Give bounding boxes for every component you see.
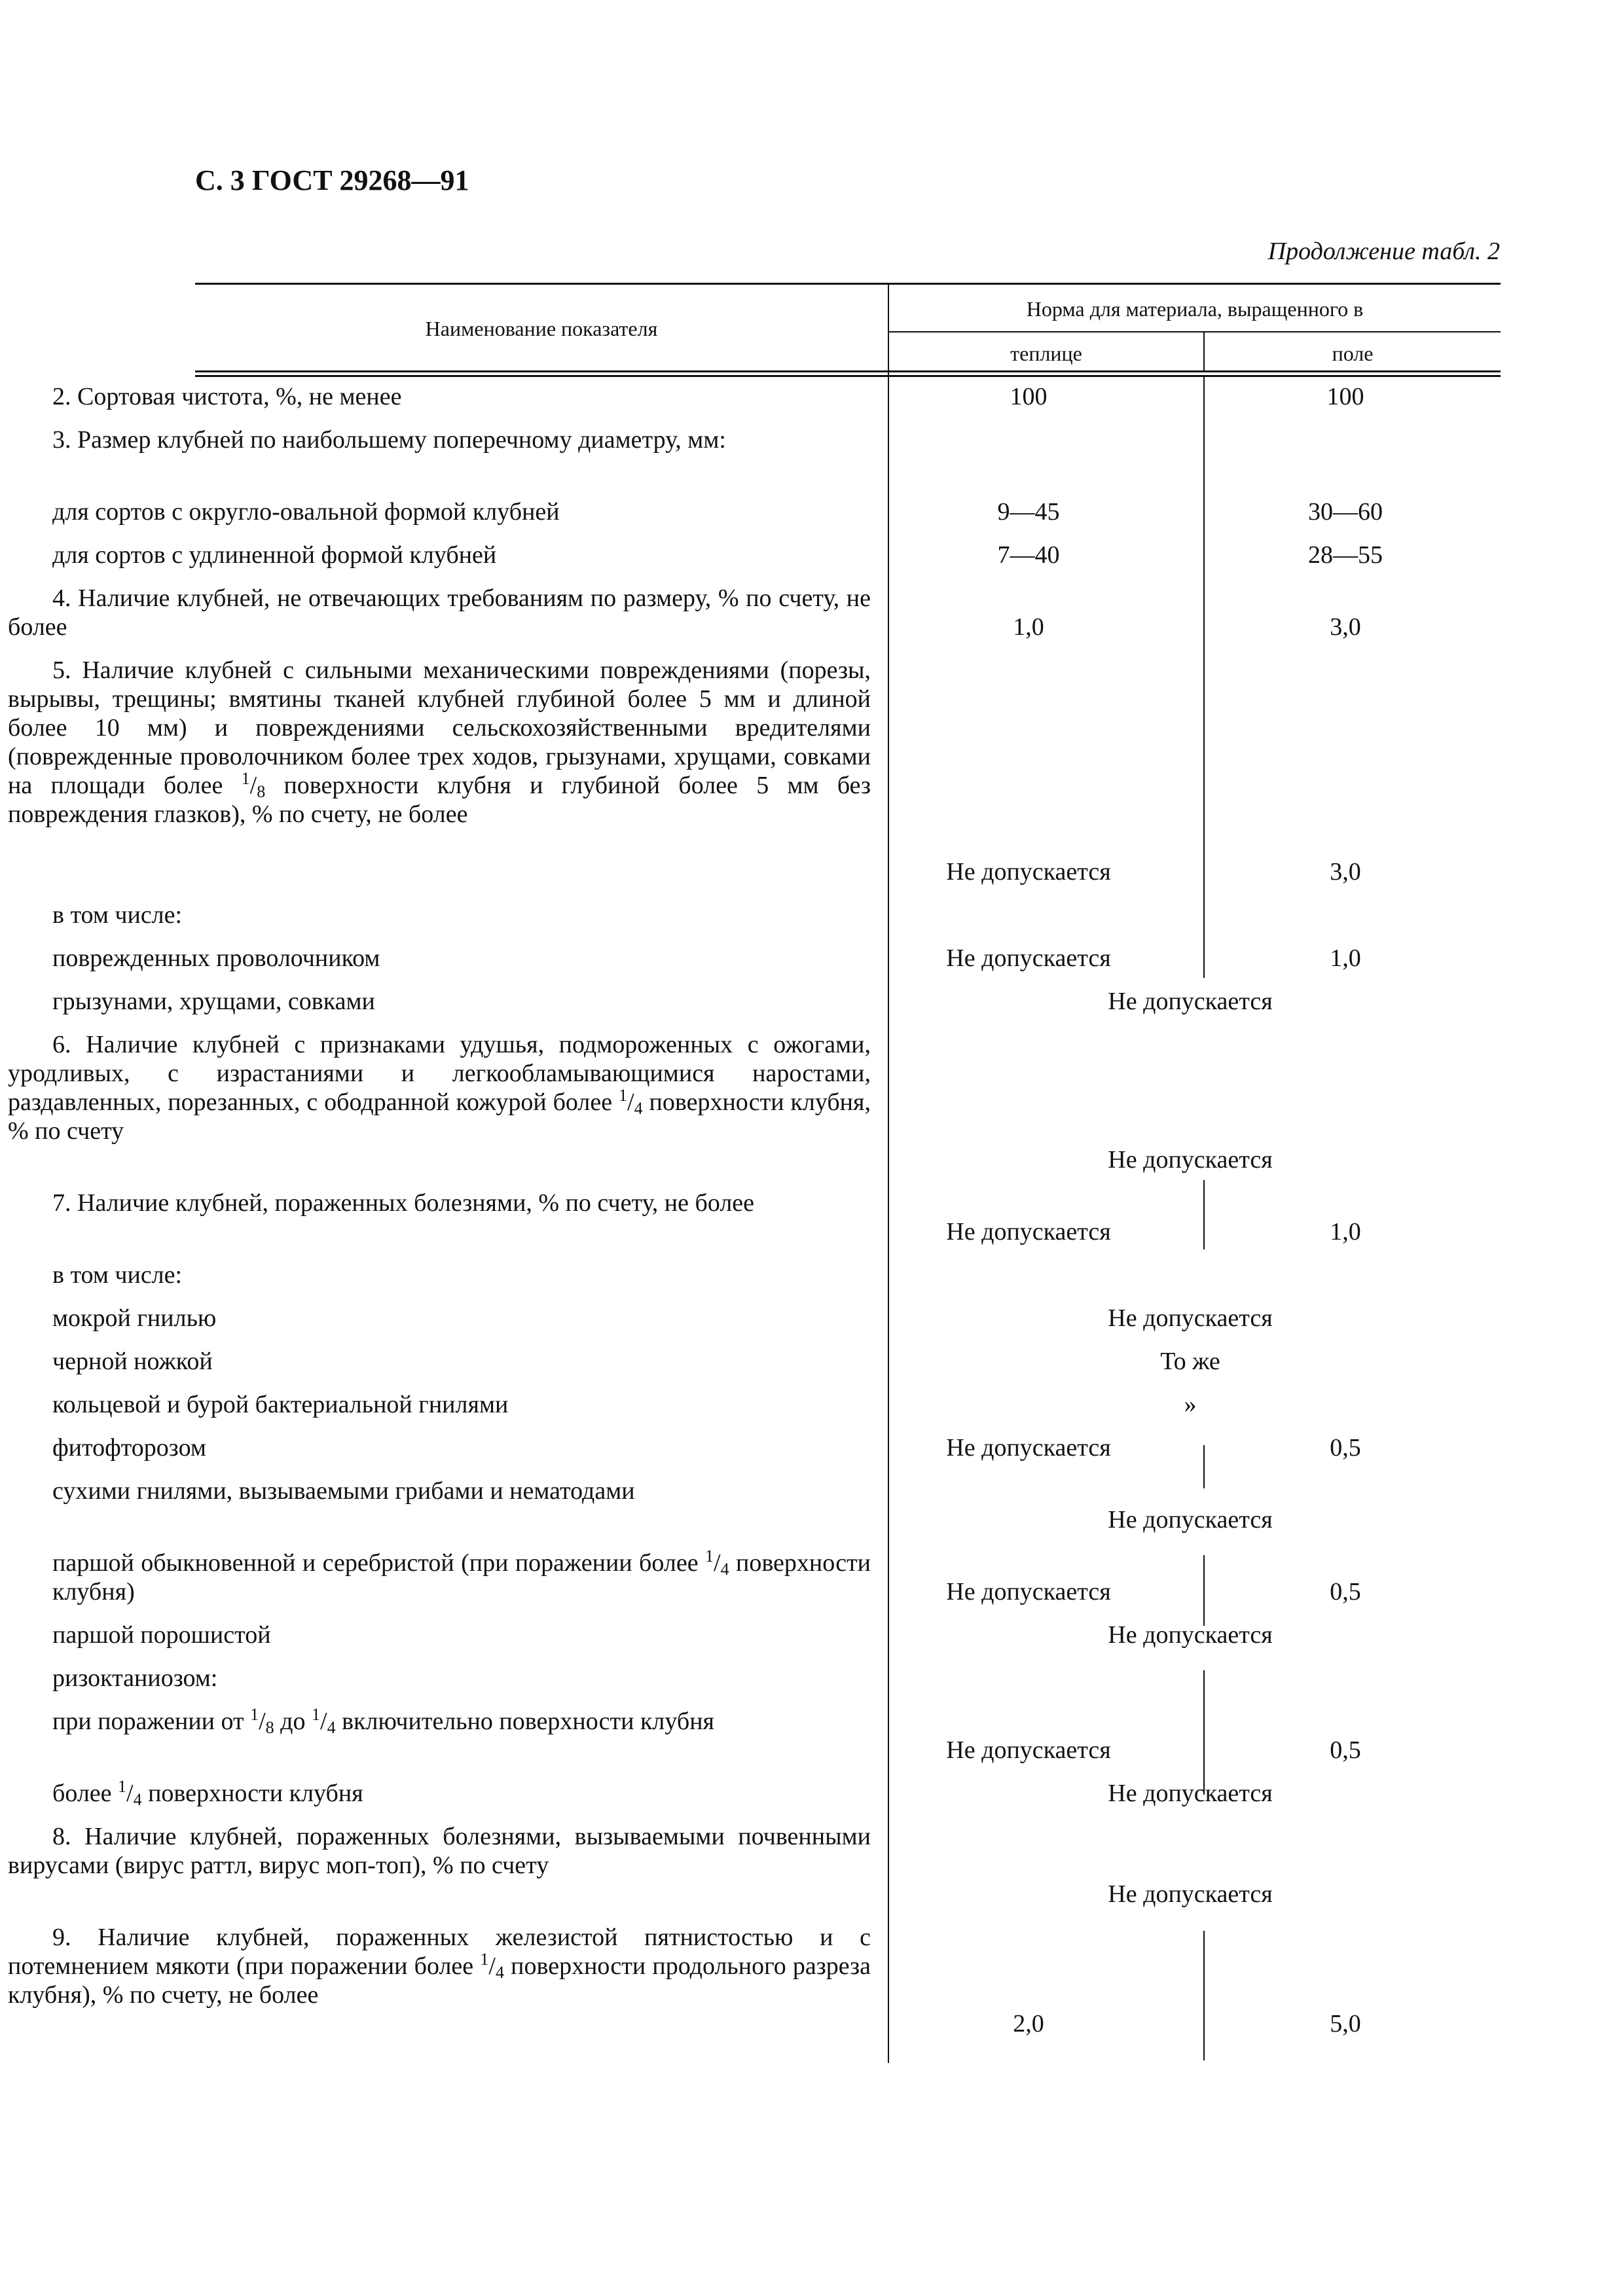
row-5-text-end: поверхности клубня и глубиной более 5 мм без повреждения глазков), % по счету, не более [8, 772, 871, 828]
row-5b-name: грызунами, хрущами, совками [52, 988, 375, 1015]
header-bottom-rule-2 [195, 375, 1501, 377]
row-7i-field: 0,5 [1330, 1736, 1361, 1764]
fraction-numerator: 1 [619, 1086, 628, 1105]
row-7b-both: То же [1160, 1348, 1220, 1375]
row-7-field: 1,0 [1330, 1218, 1361, 1246]
header-bottom-rule [195, 370, 1501, 372]
fraction-numerator: 1 [241, 769, 250, 788]
row-5a-field: 1,0 [1330, 944, 1361, 972]
row-5-greenhouse: Не допускается [946, 858, 1111, 886]
column-header-greenhouse: теплице [1010, 342, 1082, 365]
row-6-name: 6. Наличие клубней с признаками удушья, подмороженных с ожогами, уродливых, с израстаниями и легкообламывающимися наростами, раздавленных, порезанных, с ободранной кожурой более $^1/_4$ поверхности клубня, % по счету [8, 1031, 871, 1145]
fraction-denominator: 4 [133, 1790, 142, 1809]
row-7-greenhouse: Не допускается [946, 1218, 1111, 1246]
row-3b-greenhouse: 7—40 [997, 541, 1060, 569]
row-3b-field: 28—55 [1308, 541, 1383, 569]
fraction-numerator: 1 [705, 1547, 714, 1566]
page-header: С. 3 ГОСТ 29268—91 [195, 164, 469, 196]
value-separator-1 [1203, 377, 1205, 978]
row-7i-text: при поражении от [52, 1708, 244, 1735]
row-5-field: 3,0 [1330, 858, 1361, 886]
column-header-field: поле [1332, 342, 1374, 365]
row-4-text: 4. Наличие клубней, не отвечающих требованиям по размеру, % по счету, не более [8, 584, 871, 641]
row-7f-name: паршой обыкновенной и серебристой (при поражении более $^1/_4$ поверхности клубня) [52, 1547, 871, 1605]
row-7i-name: при поражении от $^1/_8$ до $^1/_4$ включительно поверхности клубня [52, 1705, 715, 1737]
row-4-greenhouse: 1,0 [1013, 613, 1044, 641]
row-7c-both: » [1184, 1391, 1197, 1418]
row-9-text: 9. Наличие клубней, пораженных железистой пятнистостью и с потемнением мякоти (при поражении более [8, 1924, 871, 1980]
column-header-indicator: Наименование показателя [425, 317, 658, 340]
row-5b-both: Не допускается [1108, 988, 1273, 1015]
fraction-numerator: 1 [480, 1950, 489, 1969]
subheader-rule [888, 331, 1501, 332]
row-7e-name: сухими гнилями, вызываемыми грибами и нематодами [52, 1477, 635, 1505]
row-7i-text-mid: до [280, 1708, 306, 1735]
row-6-text-end: поверхности клубня, % по счету [8, 1088, 871, 1145]
row-7h-name: ризоктаниозом: [52, 1664, 218, 1692]
row-8-name [8, 1822, 871, 1880]
fraction-numerator: 1 [250, 1705, 259, 1724]
row-7-text: 7. Наличие клубней, пораженных болезнями, % по счету, не более [52, 1189, 755, 1217]
row-2-field: 100 [1326, 383, 1364, 410]
row-7d-greenhouse: Не допускается [946, 1434, 1111, 1462]
row-2-name: 2. Сортовая чистота, %, не менее [52, 383, 402, 410]
fraction-denominator: 4 [720, 1560, 729, 1579]
fraction-denominator: 8 [265, 1718, 274, 1737]
fraction-denominator: 4 [495, 1963, 504, 1982]
row-8-both: Не допускается [1108, 1880, 1273, 1908]
value-separator-5 [1203, 1670, 1205, 1795]
row-7d-name: фитофторозом [52, 1434, 206, 1462]
row-7-name [8, 1189, 871, 1217]
table-continuation-label: Продолжение табл. 2 [1267, 238, 1500, 265]
row-6-text: 6. Наличие клубней с признаками удушья, подмороженных с ожогами, уродливых, с израстаниями и легкообламывающимися наростами, раздавленных, порезанных, с ободранной кожурой более [8, 1031, 871, 1116]
row-4-name [8, 584, 871, 641]
row-7f-field: 0,5 [1330, 1578, 1361, 1605]
row-9-text-end: поверхности продольного разреза клубня), % по счету, не более [8, 1952, 871, 2009]
row-2-greenhouse: 100 [1010, 383, 1048, 410]
table-top-rule [195, 283, 1501, 285]
value-separator-6 [1203, 1931, 1205, 2060]
row-3a-greenhouse: 9—45 [997, 498, 1060, 526]
row-3a-name: для сортов с округло-овальной формой клубней [52, 498, 560, 526]
fraction-numerator: 1 [312, 1705, 321, 1724]
row-7j-text: более [52, 1780, 112, 1807]
row-7j-name: более $^1/_4$ поверхности клубня [52, 1777, 363, 1809]
row-5a-greenhouse: Не допускается [946, 944, 1111, 972]
fraction-denominator: 4 [634, 1099, 643, 1118]
row-7e-both: Не допускается [1108, 1506, 1273, 1534]
row-4-field: 3,0 [1330, 613, 1361, 641]
row-7a-both: Не допускается [1108, 1304, 1273, 1332]
row-7f-text: паршой обыкновенной и серебристой (при поражении более [52, 1549, 699, 1577]
row-7-subheading: в том числе: [52, 1261, 183, 1289]
row-9-field: 5,0 [1330, 2010, 1361, 2037]
fraction-denominator: 4 [327, 1718, 336, 1737]
row-7i-greenhouse: Не допускается [946, 1736, 1111, 1764]
row-3a-field: 30—60 [1308, 498, 1383, 526]
row-3-text: 3. Размер клубней по наибольшему поперечному диаметру, мм: [52, 426, 726, 454]
row-5a-name: поврежденных проволочником [52, 944, 380, 972]
fraction-numerator: 1 [118, 1777, 127, 1796]
row-9-name: 9. Наличие клубней, пораженных железистой пятнистостью и с потемнением мякоти (при поражении более $^1/_4$ поверхности продольного разреза клубня), % по счету, не более [8, 1924, 871, 2009]
row-3-name [8, 425, 871, 454]
row-7a-name: мокрой гнилью [52, 1304, 217, 1332]
row-7f-greenhouse: Не допускается [946, 1578, 1111, 1605]
row-5-subheading: в том числе: [52, 901, 183, 929]
row-5-text: 5. Наличие клубней с сильными механическими повреждениями (порезы, вырывы, трещины; вмятины тканей клубней глубиной более 5 мм и длиной более 10 мм) и повреждениями сельскохозяйственными вредителями (поврежденные проволочником более трех ходов, грызунами, хрущами, совками на площади более [8, 656, 871, 799]
fraction-denominator: 8 [257, 782, 266, 801]
row-7g-name: паршой порошистой [52, 1621, 271, 1649]
row-3b-name: для сортов с удлиненной формой клубней [52, 541, 497, 569]
column-header-norm: Норма для материала, выращенного в [1026, 297, 1364, 321]
row-7b-name: черной ножкой [52, 1348, 213, 1375]
row-7j-text-end: поверхности клубня [148, 1780, 363, 1807]
row-8-text: 8. Наличие клубней, пораженных болезнями, вызываемыми почвенными вирусами (вирус раттл, вирус моп-топ), % по счету [8, 1823, 871, 1879]
row-5-name: 5. Наличие клубней с сильными механическими повреждениями (порезы, вырывы, трещины; вмятины тканей клубней глубиной более 5 мм и длиной более 10 мм) и повреждениями сельскохозяйственными вредителями (поврежденные проволочником более трех ходов, грызунами, хрущами, совками на площади более $^1/_8$ поверхности клубня и глубиной более 5 мм без повреждения глазков), % по счету, не более [8, 656, 871, 828]
row-9-greenhouse: 2,0 [1013, 2010, 1044, 2037]
row-7f-text-end: поверхности клубня) [52, 1549, 871, 1605]
row-7g-both: Не допускается [1108, 1621, 1273, 1649]
row-6-both: Не допускается [1108, 1146, 1273, 1174]
row-7c-name: кольцевой и бурой бактериальной гнилями [52, 1391, 509, 1418]
row-7i-text-end: включительно поверхности клубня [342, 1708, 715, 1735]
row-7d-field: 0,5 [1330, 1434, 1361, 1462]
row-7j-both: Не допускается [1108, 1780, 1273, 1807]
